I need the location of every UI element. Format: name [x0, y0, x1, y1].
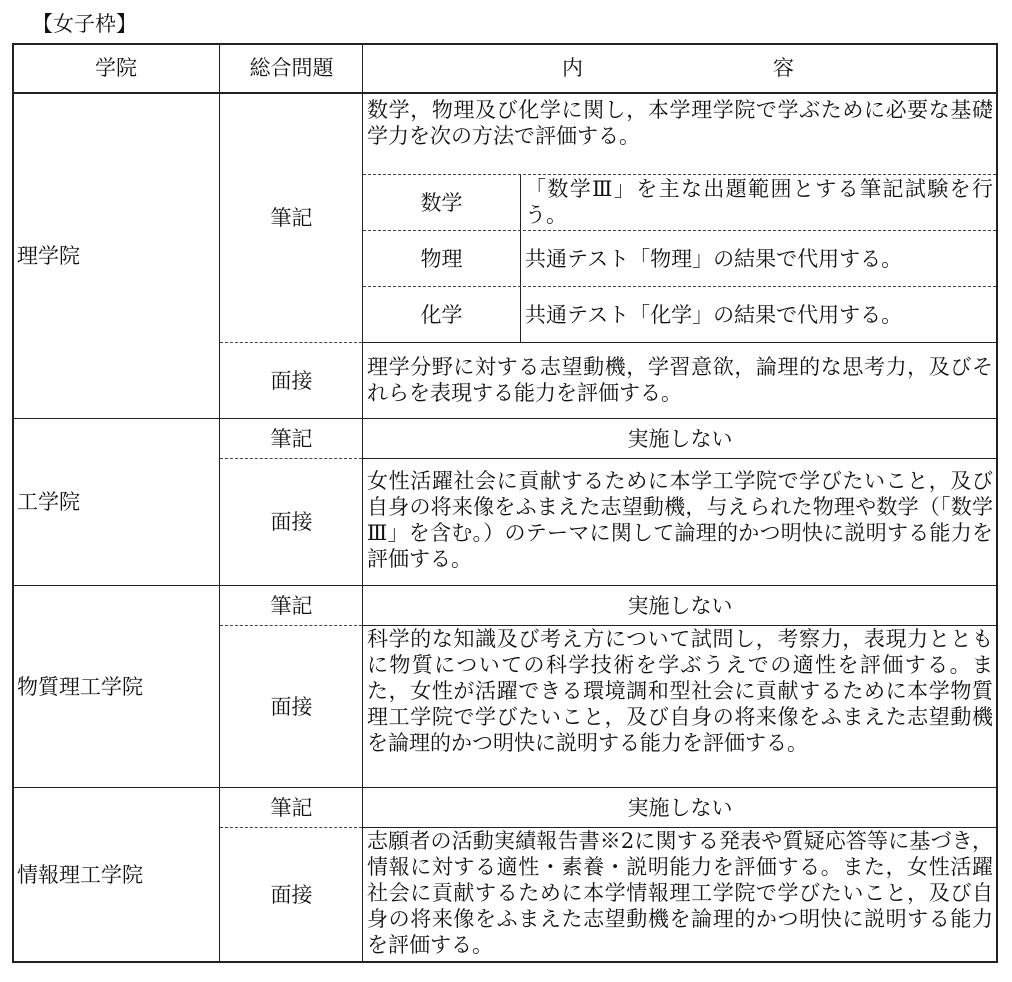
header-exam: 総合問題	[249, 56, 334, 80]
engineering-interview-text: 女性活躍社会に貢献するために本学工学院で学びたいこと，及び自身の将来像をふまえた志望動機，与えられた物理や数学（「数学Ⅲ」を含む。）のテーマに関して論理的かつ明快に説明する能力を評価する。	[367, 469, 993, 571]
computing-written-text: 実施しない	[627, 795, 733, 820]
header-content-part2: 容	[773, 56, 794, 80]
computing-interview-label: 面接	[270, 882, 313, 907]
subject-physics-method: 共通テスト「物理」の結果で代用する。	[525, 247, 903, 271]
subject-chemistry-method: 共通テスト「化学」の結果で代用する。	[525, 303, 903, 327]
selection-table	[12, 43, 998, 962]
header-faculty: 学院	[95, 56, 137, 80]
engineering-written-label: 筆記	[270, 426, 313, 451]
header-content	[363, 43, 997, 93]
engineering-written-text: 実施しない	[627, 426, 733, 451]
faculty-computing: 情報理工学院	[17, 862, 143, 887]
science-interview-text: 理学分野に対する志望動機，学習意欲，論理的な思考力，及びそれらを表現する能力を評価する。	[367, 355, 993, 405]
computing-written-label: 筆記	[270, 795, 313, 820]
computing-interview-text: 志願者の活動実績報告書※2に関する発表や質疑応答等に基づき，情報に対する適性・素養・説明能力を評価する。また，女性活躍社会に貢献するために本学情報理工学院で学びたいこと，及び自身の将来像をふまえた志望動機を論理的かつ明快に説明する能力を評価する。	[367, 829, 993, 957]
faculty-materials: 物質理工学院	[17, 674, 143, 699]
faculty-science: 理学院	[17, 243, 80, 268]
header-content-part1: 内	[562, 56, 583, 80]
materials-interview-text: 科学的な知識及び考え方について試問し，考察力，表現力とともに物質についての科学技術を学ぶうえでの適性を評価する。また，女性が活躍できる環境調和型社会に貢献するために本学物質理工学院で学びたいこと，及び自身の将来像をふまえた志望動機を論理的かつ明快に説明する能力を評価する。	[367, 627, 993, 755]
section-title: 【女子枠】	[32, 12, 137, 36]
science-interview-label: 面接	[270, 368, 313, 393]
science-written-label: 筆記	[270, 205, 313, 230]
engineering-interview-label: 面接	[270, 510, 313, 534]
science-written-intro: 数学，物理及び化学に関し，本学理学院で学ぶために必要な基礎学力を次の方法で評価する。	[367, 98, 993, 148]
subject-math-method: 「数学Ⅲ」を主な出題範囲とする筆記試験を行う。	[525, 177, 993, 227]
materials-interview-label: 面接	[270, 694, 313, 719]
subject-chemistry: 化学	[420, 303, 463, 327]
materials-written-text: 実施しない	[627, 593, 733, 618]
subject-math: 数学	[420, 191, 463, 215]
subject-physics: 物理	[420, 247, 463, 271]
faculty-engineering: 工学院	[17, 490, 80, 514]
materials-written-label: 筆記	[270, 593, 313, 618]
